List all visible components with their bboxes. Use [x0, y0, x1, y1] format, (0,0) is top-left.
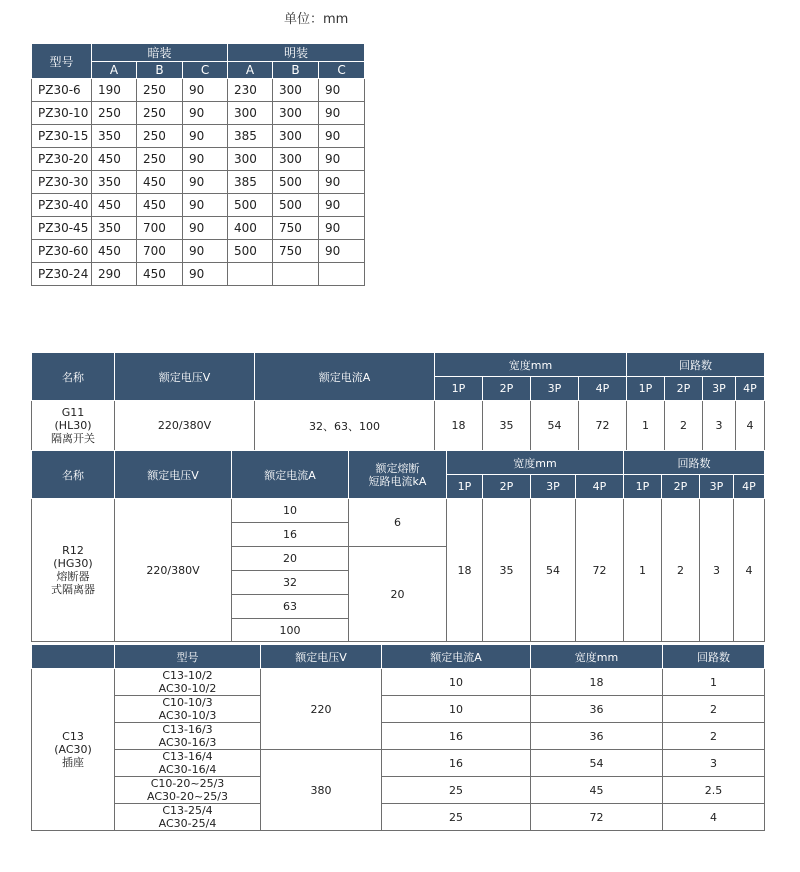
table-row [32, 696, 765, 723]
sub-header: A [92, 62, 137, 79]
model-cell: C13-10/2 AC30-10/2 [115, 669, 261, 696]
table-row [32, 777, 765, 804]
dimension-cell: 385 [228, 171, 273, 194]
width-value: 45 [531, 777, 663, 804]
model-cell: PZ30-6 [32, 79, 92, 102]
dimension-cell [319, 263, 365, 286]
dimension-cell [273, 263, 319, 286]
dimension-cell: 500 [273, 171, 319, 194]
pole-header: 3P [531, 377, 579, 401]
model-cell: PZ30-40 [32, 194, 92, 217]
model-cell: PZ30-60 [32, 240, 92, 263]
model-cell: C10-20~25/3 AC30-20~25/3 [115, 777, 261, 804]
header-circuits: 回路数 [624, 451, 765, 475]
circuit-value: 1 [624, 499, 662, 642]
header-width: 宽度mm [447, 451, 624, 475]
pole-header: 4P [734, 475, 765, 499]
dimension-cell: 90 [319, 240, 365, 263]
fuse-isolator-table [31, 450, 765, 642]
circuit-value: 2 [663, 723, 765, 750]
dimension-cell: 350 [92, 171, 137, 194]
circuit-value: 3 [700, 499, 734, 642]
current-value: 25 [382, 804, 531, 831]
width-value: 72 [579, 401, 627, 451]
product-name: R12 (HG30) 熔断器 式隔离器 [32, 499, 115, 642]
dimension-table [31, 43, 365, 286]
pole-header: 3P [703, 377, 736, 401]
circuit-value: 1 [627, 401, 665, 451]
dimension-cell: 90 [319, 217, 365, 240]
header-current: 额定电流A [232, 451, 349, 499]
width-value: 36 [531, 696, 663, 723]
header-exposed: 明装 [228, 44, 365, 62]
dimension-cell: 250 [137, 148, 183, 171]
table-row [32, 171, 365, 194]
dimension-cell: 90 [183, 79, 228, 102]
dimension-cell: 190 [92, 79, 137, 102]
sub-header: C [183, 62, 228, 79]
model-cell: PZ30-15 [32, 125, 92, 148]
header-name: 名称 [32, 451, 115, 499]
dimension-cell: 450 [137, 263, 183, 286]
header-width: 宽度mm [435, 353, 627, 377]
pole-header: 1P [447, 475, 483, 499]
current-value: 20 [232, 547, 349, 571]
dimension-cell: 300 [273, 148, 319, 171]
dimension-cell: 450 [92, 148, 137, 171]
product-name: G11 (HL30) 隔离开关 [32, 401, 115, 451]
dimension-cell: 500 [273, 194, 319, 217]
dimension-cell: 300 [228, 102, 273, 125]
width-value: 18 [447, 499, 483, 642]
dimension-cell: 500 [228, 194, 273, 217]
dimension-cell: 300 [273, 102, 319, 125]
model-cell: PZ30-30 [32, 171, 92, 194]
pole-header: 4P [576, 475, 624, 499]
dimension-cell: 700 [137, 240, 183, 263]
dimension-cell: 90 [183, 148, 228, 171]
pole-header: 1P [624, 475, 662, 499]
pole-header: 2P [483, 377, 531, 401]
circuit-value: 3 [703, 401, 736, 451]
dimension-cell: 90 [183, 263, 228, 286]
table-row [32, 669, 765, 696]
dimension-cell: 750 [273, 217, 319, 240]
dimension-cell: 90 [183, 217, 228, 240]
circuit-value: 1 [663, 669, 765, 696]
model-cell: PZ30-45 [32, 217, 92, 240]
circuit-value: 3 [663, 750, 765, 777]
width-value: 72 [576, 499, 624, 642]
header-voltage: 额定电压V [261, 645, 382, 669]
table-row [32, 263, 365, 286]
model-cell: C13-25/4 AC30-25/4 [115, 804, 261, 831]
voltage-value: 220/380V [115, 401, 255, 451]
dimension-cell: 400 [228, 217, 273, 240]
table-row [32, 217, 365, 240]
width-value: 54 [531, 750, 663, 777]
table-row [32, 240, 365, 263]
current-value: 16 [382, 723, 531, 750]
header-blank [32, 645, 115, 669]
table-row [32, 148, 365, 171]
circuit-value: 2 [662, 499, 700, 642]
dimension-cell: 90 [319, 102, 365, 125]
table-row [32, 723, 765, 750]
model-cell: C13-16/4 AC30-16/4 [115, 750, 261, 777]
dimension-cell: 90 [183, 194, 228, 217]
circuit-value: 2 [663, 696, 765, 723]
product-name: C13 (AC30) 插座 [32, 669, 115, 831]
table-row [32, 750, 765, 777]
circuit-value: 2 [665, 401, 703, 451]
voltage-value: 220 [261, 669, 382, 750]
dimension-cell: 450 [92, 240, 137, 263]
header-name: 名称 [32, 353, 115, 401]
table-row [32, 79, 365, 102]
current-value: 63 [232, 595, 349, 619]
sub-header: C [319, 62, 365, 79]
voltage-value: 220/380V [115, 499, 232, 642]
current-value: 16 [382, 750, 531, 777]
width-value: 35 [483, 401, 531, 451]
header-breaking-current: 额定熔断 短路电流kA [349, 451, 447, 499]
unit-label: 单位：mm [284, 12, 349, 27]
header-current: 额定电流A [255, 353, 435, 401]
model-cell: C13-16/3 AC30-16/3 [115, 723, 261, 750]
circuit-value: 4 [663, 804, 765, 831]
sub-header: A [228, 62, 273, 79]
dimension-cell: 350 [92, 217, 137, 240]
current-value: 32 [232, 571, 349, 595]
voltage-value: 380 [261, 750, 382, 831]
socket-table [31, 644, 765, 831]
breaking-value: 6 [349, 499, 447, 547]
model-cell: PZ30-10 [32, 102, 92, 125]
current-value: 10 [382, 669, 531, 696]
pole-header: 1P [435, 377, 483, 401]
model-cell: PZ30-24 [32, 263, 92, 286]
header-model: 型号 [32, 44, 92, 79]
model-cell: PZ30-20 [32, 148, 92, 171]
dimension-cell: 300 [228, 148, 273, 171]
table-row [32, 194, 365, 217]
dimension-cell: 385 [228, 125, 273, 148]
current-value: 10 [382, 696, 531, 723]
width-value: 36 [531, 723, 663, 750]
header-voltage: 额定电压V [115, 353, 255, 401]
dimension-cell: 230 [228, 79, 273, 102]
dimension-cell: 90 [319, 194, 365, 217]
dimension-cell: 250 [137, 79, 183, 102]
sub-header: B [137, 62, 183, 79]
dimension-cell: 90 [183, 125, 228, 148]
header-circuits: 回路数 [627, 353, 765, 377]
table-row [32, 804, 765, 831]
current-value: 100 [232, 619, 349, 642]
current-value: 10 [232, 499, 349, 523]
width-value: 18 [435, 401, 483, 451]
pole-header: 2P [483, 475, 531, 499]
dimension-cell: 90 [319, 148, 365, 171]
dimension-cell: 300 [273, 125, 319, 148]
dimension-cell: 90 [183, 240, 228, 263]
pole-header: 4P [579, 377, 627, 401]
width-value: 72 [531, 804, 663, 831]
dimension-cell: 90 [319, 79, 365, 102]
pole-header: 3P [531, 475, 576, 499]
pole-header: 4P [736, 377, 765, 401]
width-value: 54 [531, 499, 576, 642]
dimension-cell: 290 [92, 263, 137, 286]
dimension-cell: 90 [319, 171, 365, 194]
dimension-cell: 500 [228, 240, 273, 263]
dimension-cell: 450 [92, 194, 137, 217]
pole-header: 1P [627, 377, 665, 401]
pole-header: 3P [700, 475, 734, 499]
dimension-cell [228, 263, 273, 286]
dimension-cell: 700 [137, 217, 183, 240]
header-width: 宽度mm [531, 645, 663, 669]
dimension-cell: 250 [92, 102, 137, 125]
pole-header: 2P [665, 377, 703, 401]
dimension-cell: 250 [137, 102, 183, 125]
circuit-value: 2.5 [663, 777, 765, 804]
sub-header: B [273, 62, 319, 79]
table-row [32, 125, 365, 148]
isolator-switch-table [31, 352, 765, 451]
width-value: 18 [531, 669, 663, 696]
dimension-cell: 450 [137, 171, 183, 194]
dimension-cell: 750 [273, 240, 319, 263]
table-row [32, 102, 365, 125]
header-current: 额定电流A [382, 645, 531, 669]
header-circuits: 回路数 [663, 645, 765, 669]
model-cell: C10-10/3 AC30-10/3 [115, 696, 261, 723]
dimension-cell: 90 [183, 171, 228, 194]
dimension-cell: 250 [137, 125, 183, 148]
width-value: 35 [483, 499, 531, 642]
circuit-value: 4 [734, 499, 765, 642]
current-value: 32、63、100 [255, 401, 435, 451]
pole-header: 2P [662, 475, 700, 499]
current-value: 25 [382, 777, 531, 804]
circuit-value: 4 [736, 401, 765, 451]
breaking-value: 20 [349, 547, 447, 642]
header-voltage: 额定电压V [115, 451, 232, 499]
width-value: 54 [531, 401, 579, 451]
dimension-cell: 450 [137, 194, 183, 217]
dimension-cell: 350 [92, 125, 137, 148]
header-concealed: 暗装 [92, 44, 228, 62]
dimension-cell: 90 [183, 102, 228, 125]
current-value: 16 [232, 523, 349, 547]
dimension-cell: 300 [273, 79, 319, 102]
header-model: 型号 [115, 645, 261, 669]
dimension-cell: 90 [319, 125, 365, 148]
